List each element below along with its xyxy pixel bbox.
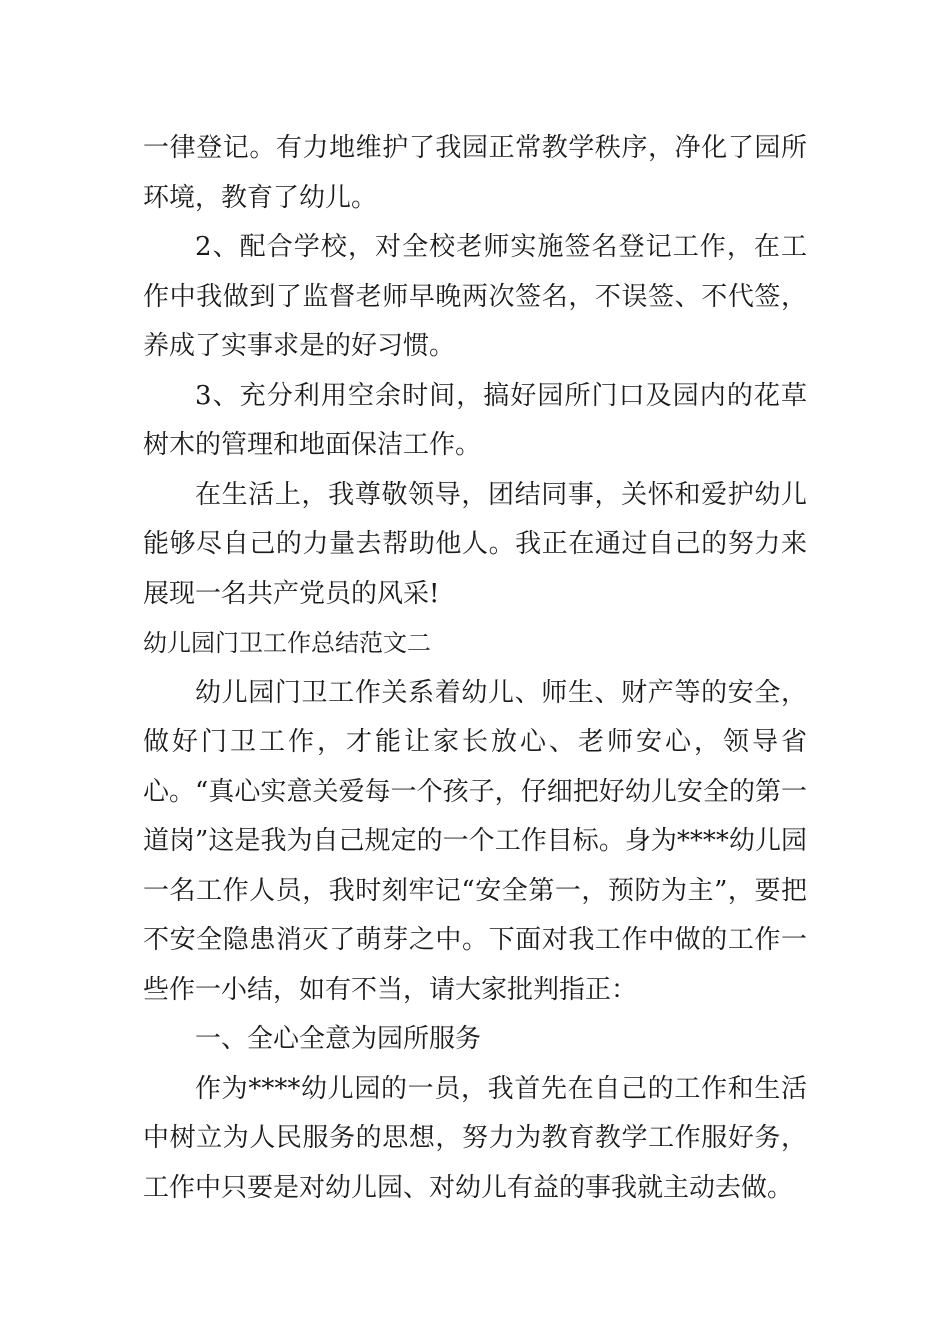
paragraph-item-3: 3、充分利用空余时间，搞好园所门口及园内的花草树木的管理和地面保洁工作。 [143, 380, 807, 460]
paragraph-life: 在生活上，我尊敬领导，团结同事，关怀和爱护幼儿能够尽自己的力量去帮助他人。我正在通过自己的努力来展现一名共产党员的风采! [143, 479, 807, 609]
document-body [143, 124, 807, 1213]
paragraph-continuation: 一律登记。有力地维护了我园正常教学秩序，净化了园所环境，教育了幼儿。 [143, 133, 807, 213]
section-heading: 幼儿园门卫工作总结范文二 [143, 629, 431, 657]
paragraph-service: 作为****幼儿园的一员，我首先在自己的工作和生活中树立为人民服务的思想，努力为教育教学工作服好务，工作中只要是对幼儿园、对幼儿有益的事我就主动去做。 [143, 1073, 807, 1203]
paragraph-intro: 幼儿园门卫工作关系着幼儿、师生、财产等的安全，做好门卫工作，才能让家长放心、老师安心，领导省心。“真心实意关爱每一个孩子，仔细把好幼儿安全的第一道岗”这是我为自己规定的一个工作目标。身为****幼儿园一名工作人员，我时刻牢记“安全第一，预防为主”，要把不安全隐患消灭了萌芽之中。下面对我工作中做的工作一些作一小结，如有不当，请大家批判指正： [143, 677, 807, 1005]
paragraph-item-2: 2、配合学校，对全校老师实施签名登记工作，在工作中我做到了监督老师早晚两次签名，不误签、不代签，养成了实事求是的好习惯。 [143, 232, 807, 361]
subheading-service: 一、全心全意为园所服务 [195, 1024, 482, 1054]
